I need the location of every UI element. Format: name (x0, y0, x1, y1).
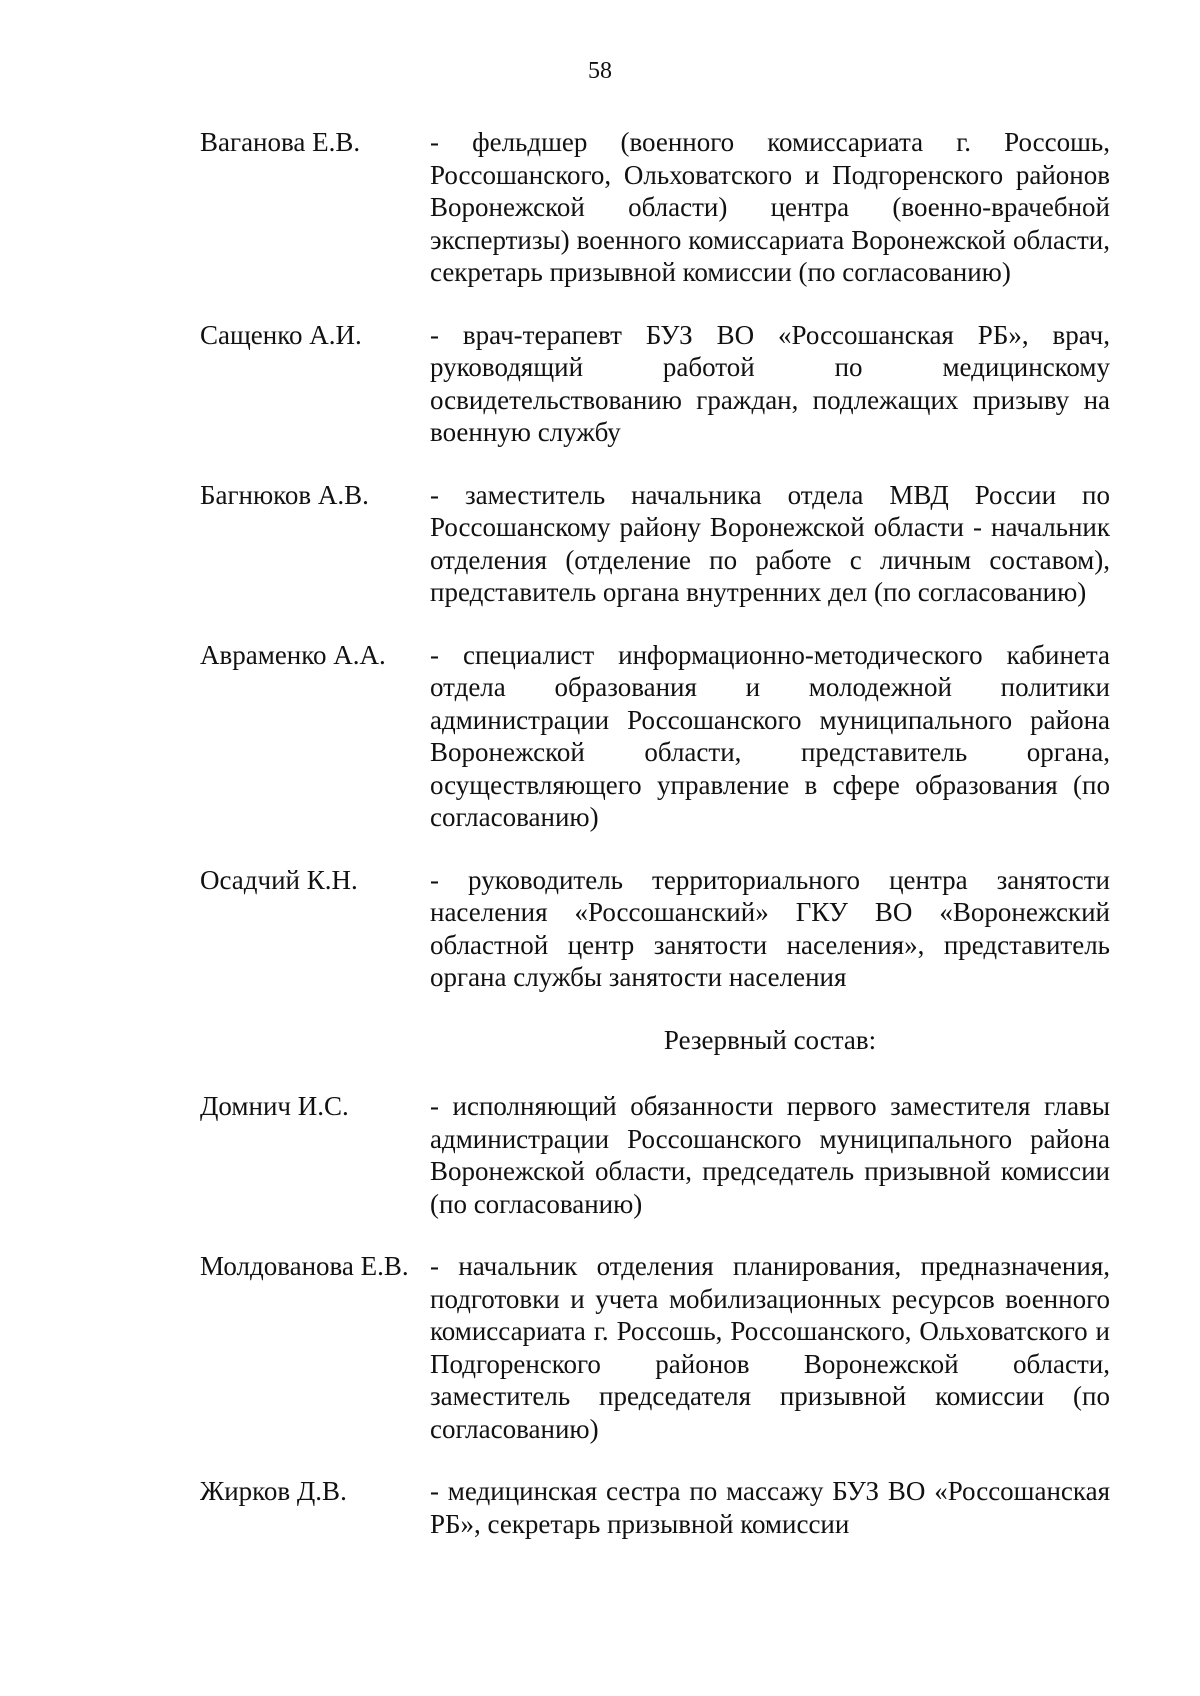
member-role: - исполняющий обязанности первого заместителя главы администрации Россошанского муниципального района Воронежской области, председатель призывной комиссии (по согласованию) (430, 1091, 1110, 1219)
member-role: - фельдшер (военного комиссариата г. Россошь, Россошанского, Ольховатского и Подгоренского районов Воронежской области) центра (военно-врачебной экспертизы) военного комиссариата Воронежской области, секретарь призывной комиссии (по согласованию) (430, 127, 1110, 287)
member-name: Домнич И.С. (200, 1091, 349, 1121)
member-name: Осадчий К.Н. (200, 864, 358, 895)
member-entry (200, 864, 1110, 994)
member-name: Жирков Д.В. (200, 1476, 347, 1506)
member-role: - медицинская сестра по массажу БУЗ ВО «Россошанская РБ», секретарь призывной комиссии (430, 1476, 1110, 1539)
member-entry (200, 639, 1110, 834)
page-number: 58 (588, 58, 612, 84)
member-role: - врач-терапевт БУЗ ВО «Россошанская РБ», врач, руководящий работой по медицинскому освидетельствованию граждан, подлежащих призыву на военную службу (430, 319, 1110, 447)
reserve-member-entry (200, 1475, 1110, 1540)
member-name: Ваганова Е.В. (200, 127, 361, 157)
member-role: - начальник отделения планирования, предназначения, подготовки и учета мобилизационных ресурсов военного комиссариата г. Россошь, Россошанского, Ольховатского и Подгоренского районов Воронежской области, заместитель председателя призывной комиссии (по согласованию) (430, 1251, 1110, 1444)
member-entry (200, 319, 1110, 449)
member-role: - специалист информационно-методического кабинета отдела образования и молодежной политики администрации Россошанского муниципального района Воронежской области, представитель органа, осуществляющего управление в сфере образования (по согласованию) (430, 639, 1110, 832)
reserve-member-entry (200, 1090, 1110, 1220)
member-role: - заместитель начальника отдела МВД России по Россошанскому району Воронежской области - начальник отделения (отделение по работе с личным составом), представитель органа внутренних дел (по согласованию) (430, 479, 1110, 607)
member-role: - руководитель территориального центра занятости населения «Россошанский» ГКУ ВО «Воронежский областной центр занятости населения», представитель органа службы занятости населения (430, 864, 1110, 992)
member-name: Молдованова Е.В. (200, 1251, 409, 1281)
member-name: Авраменко А.А. (200, 639, 386, 670)
member-entry (200, 126, 1110, 289)
member-entry (200, 479, 1110, 609)
member-name: Сащенко А.И. (200, 319, 362, 350)
commission-members (200, 126, 1110, 1570)
member-name: Багнюков А.В. (200, 479, 369, 510)
reserve-member-entry (200, 1250, 1110, 1445)
reserve-heading: Резервный состав: (663, 1024, 877, 1055)
